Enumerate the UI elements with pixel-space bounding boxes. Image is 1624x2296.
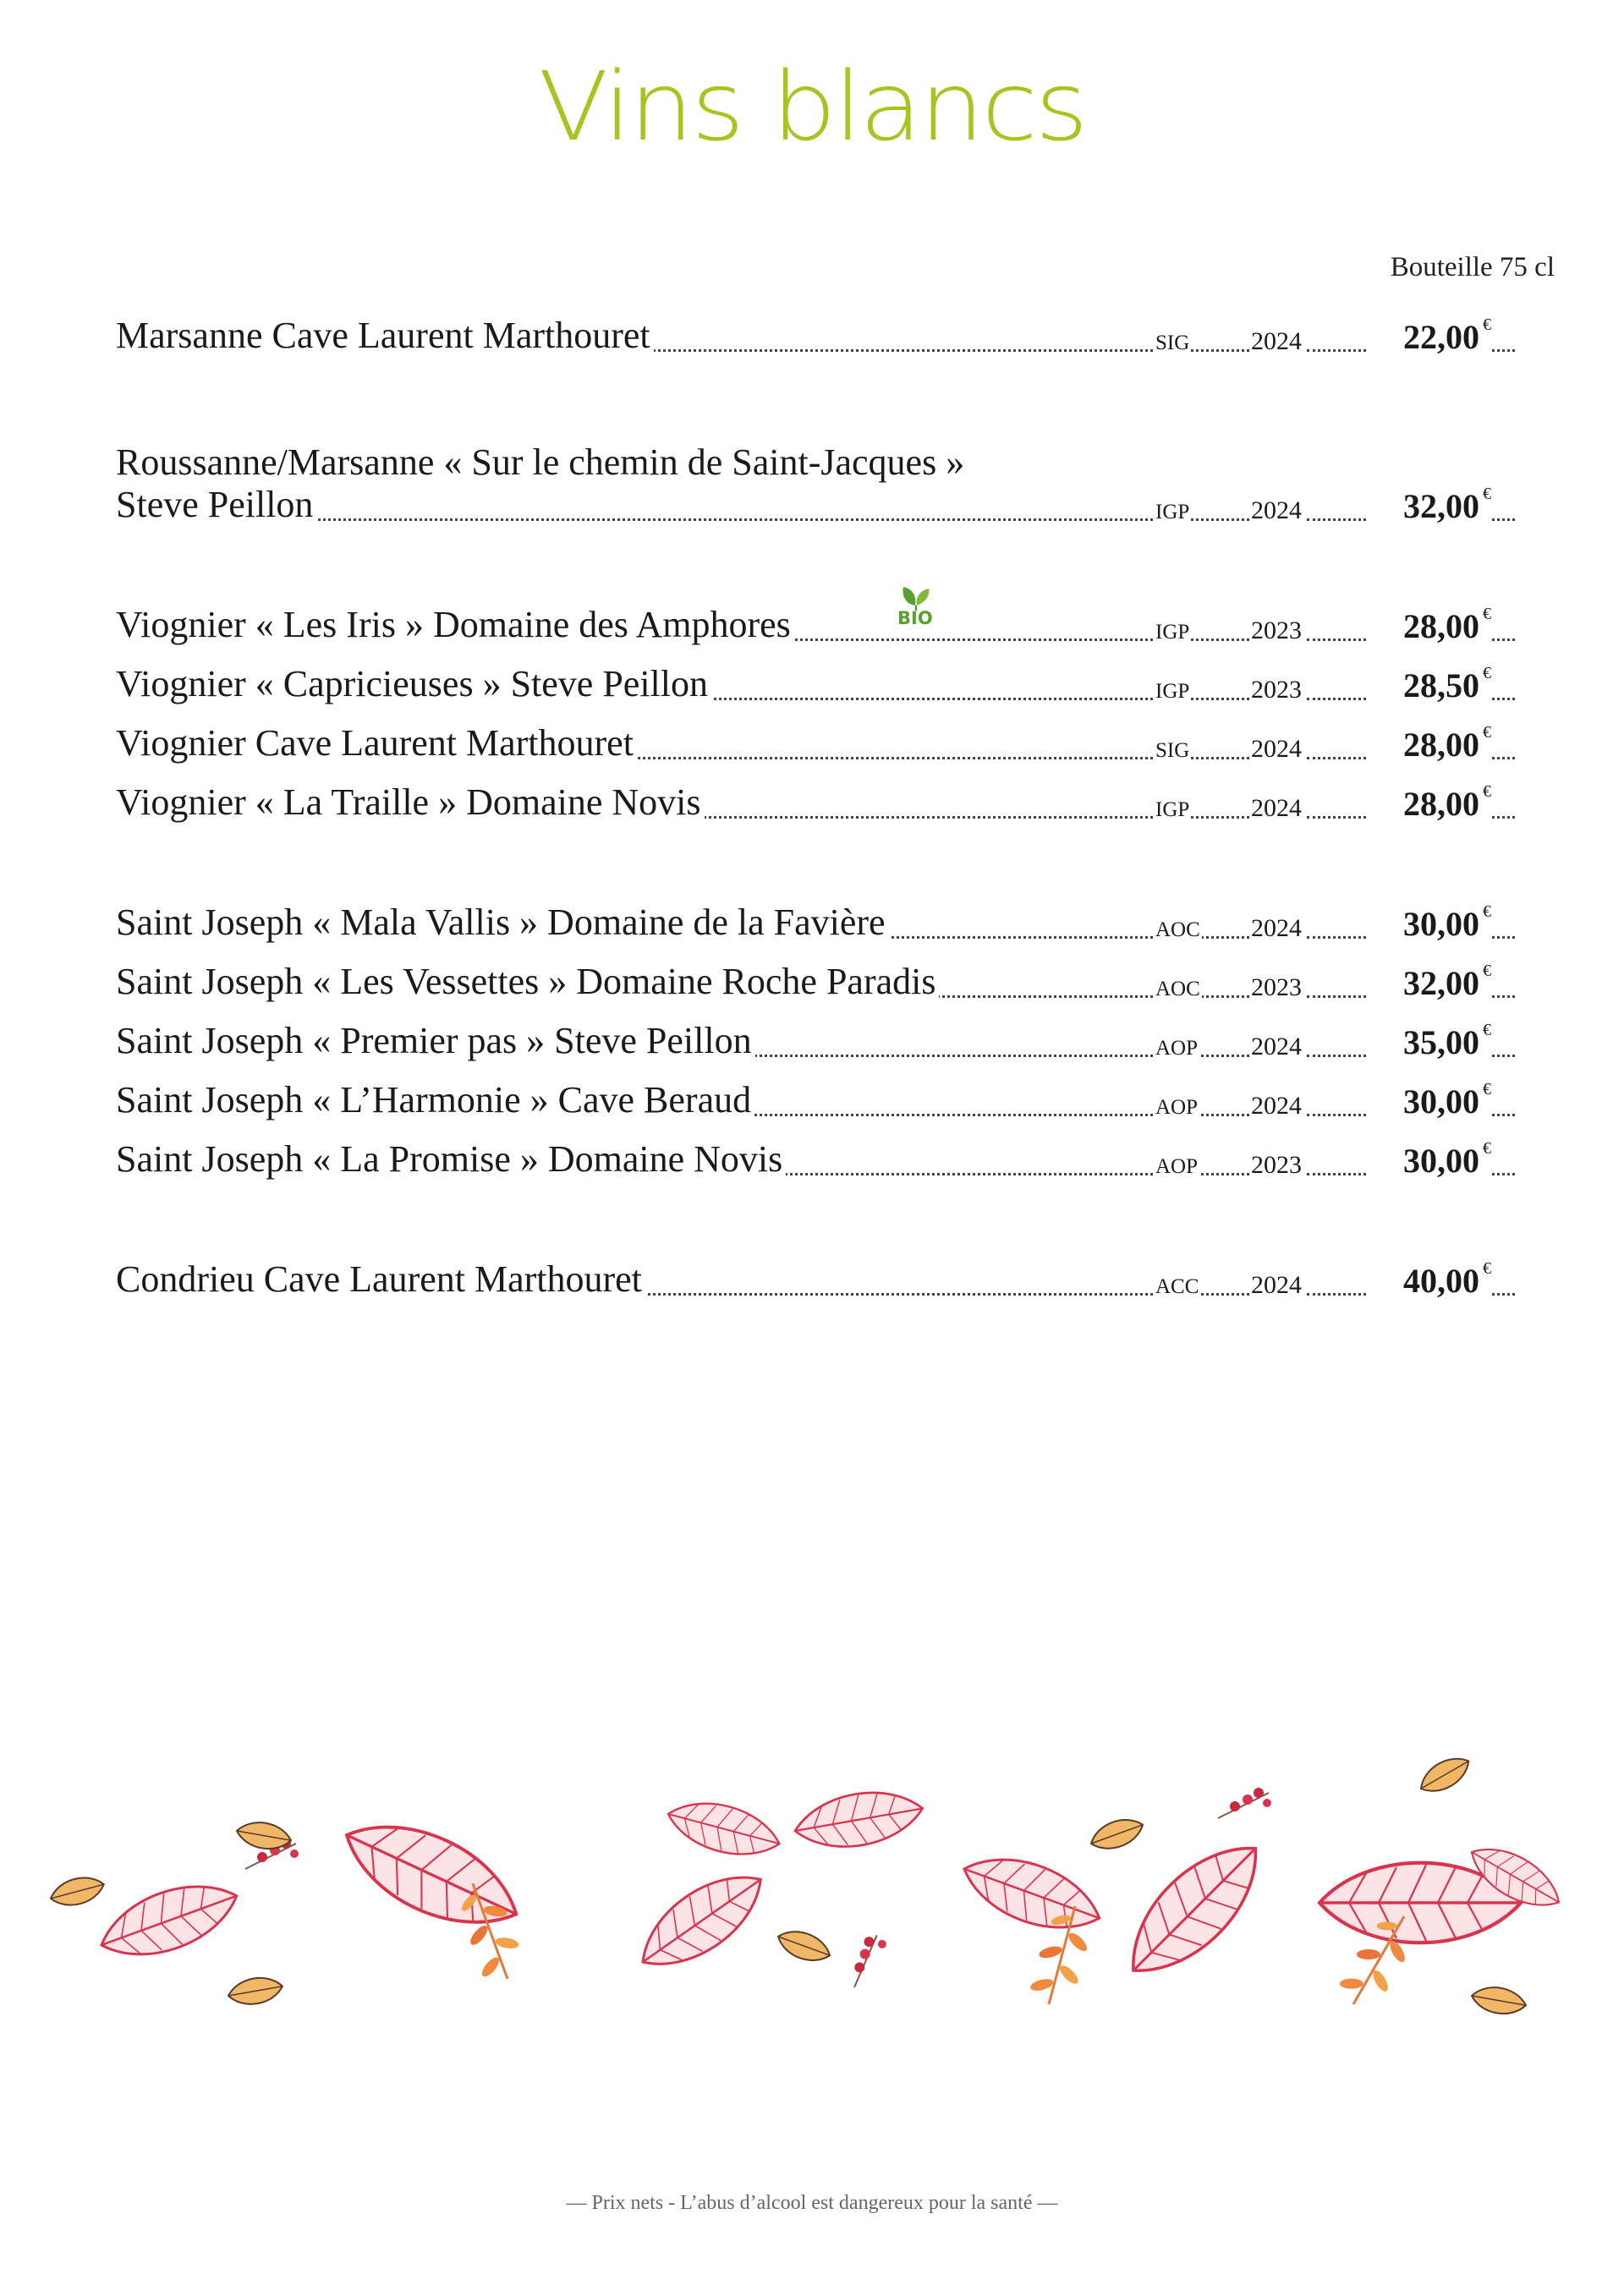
wine-price: 30,00 € bbox=[1403, 1080, 1491, 1121]
wine-row bbox=[116, 780, 1503, 830]
dot-leader bbox=[1307, 816, 1366, 819]
wine-vintage: 2024 bbox=[1251, 496, 1302, 524]
euro-symbol: € bbox=[1483, 605, 1491, 623]
wine-name: Viognier « Les Iris » Domaine des Amphores bbox=[116, 603, 794, 646]
wine-price: 32,00 € bbox=[1403, 962, 1491, 1002]
wine-row bbox=[116, 313, 1503, 364]
wine-vintage: 2023 bbox=[1251, 1151, 1302, 1179]
wine-row bbox=[116, 661, 1503, 712]
wine-vintage: 2024 bbox=[1251, 794, 1302, 822]
wine-price: 32,00 € bbox=[1403, 485, 1491, 525]
wine-appellation: AOP bbox=[1155, 1096, 1199, 1119]
wine-price: 35,00 € bbox=[1403, 1021, 1491, 1061]
wine-price: 40,00 € bbox=[1403, 1259, 1491, 1300]
euro-symbol: € bbox=[1483, 902, 1491, 921]
dot-leader bbox=[1307, 936, 1366, 939]
wine-name: Viognier « Capricieuses » Steve Peillon bbox=[116, 662, 711, 705]
dot-leader bbox=[1307, 698, 1366, 700]
wine-vintage: 2024 bbox=[1251, 914, 1302, 942]
wine-name: Saint Joseph « Les Vessettes » Domaine Roche Paradis bbox=[116, 960, 939, 1003]
bio-leaf-icon bbox=[897, 584, 935, 634]
wine-price: 22,00 € bbox=[1403, 315, 1491, 356]
wine-vintage: 2024 bbox=[1251, 1092, 1302, 1120]
wine-vintage: 2024 bbox=[1251, 735, 1302, 763]
wine-row bbox=[116, 1077, 1503, 1128]
bottle-size-header: Bouteille 75 cl bbox=[1390, 252, 1555, 282]
wine-vintage: 2024 bbox=[1251, 1271, 1302, 1299]
wine-name: Saint Joseph « L’Harmonie » Cave Beraud bbox=[116, 1078, 754, 1121]
wine-appellation: AOC bbox=[1155, 918, 1200, 941]
euro-symbol: € bbox=[1483, 485, 1491, 503]
bio-label: BIO bbox=[897, 608, 933, 628]
wine-appellation: IGP bbox=[1155, 798, 1190, 821]
wine-vintage: 2024 bbox=[1251, 327, 1302, 355]
euro-symbol: € bbox=[1483, 962, 1491, 980]
wine-name: Saint Joseph « La Promise » Domaine Novis bbox=[116, 1137, 786, 1181]
wine-row bbox=[116, 441, 1503, 533]
dot-leader bbox=[1307, 518, 1366, 521]
wine-appellation: SIG bbox=[1155, 739, 1190, 762]
wine-appellation: AOP bbox=[1155, 1037, 1199, 1060]
dot-leader bbox=[1307, 1293, 1366, 1296]
euro-symbol: € bbox=[1483, 1021, 1491, 1039]
page-title: Vins blancs bbox=[538, 52, 1086, 162]
wine-name: Saint Joseph « Premier pas » Steve Peillon bbox=[116, 1019, 755, 1062]
wine-name: Steve Peillon bbox=[116, 483, 316, 526]
dot-leader bbox=[1307, 1114, 1366, 1116]
euro-symbol: € bbox=[1483, 1080, 1491, 1099]
wine-name: Saint Joseph « Mala Vallis » Domaine de la Favière bbox=[116, 901, 889, 944]
dot-leader bbox=[1307, 995, 1366, 998]
wine-vintage: 2023 bbox=[1251, 973, 1302, 1001]
wine-row bbox=[116, 1018, 1503, 1069]
wine-row bbox=[116, 602, 1503, 653]
wine-appellation: SIG bbox=[1155, 332, 1190, 354]
dot-leader bbox=[150, 518, 1266, 521]
wine-row bbox=[116, 721, 1503, 771]
wine-vintage: 2023 bbox=[1251, 676, 1302, 704]
wine-appellation: ACC bbox=[1155, 1275, 1199, 1298]
wine-price: 30,00 € bbox=[1403, 1139, 1491, 1180]
wine-name: Viognier « La Traille » Domaine Novis bbox=[116, 781, 705, 824]
wine-row bbox=[116, 900, 1503, 951]
dot-leader bbox=[1307, 638, 1366, 641]
wine-name-line1: Roussanne/Marsanne « Sur le chemin de Saint-Jacques » bbox=[116, 441, 965, 483]
wine-appellation: AOP bbox=[1155, 1155, 1199, 1178]
wine-price: 28,00 € bbox=[1403, 605, 1491, 645]
wine-price: 30,00 € bbox=[1403, 902, 1491, 943]
wine-name: Viognier Cave Laurent Marthouret bbox=[116, 721, 637, 764]
wine-price: 28,00 € bbox=[1403, 782, 1491, 823]
wine-row bbox=[116, 1257, 1503, 1307]
wine-price: 28,00 € bbox=[1403, 723, 1491, 764]
wine-vintage: 2023 bbox=[1251, 616, 1302, 644]
wine-appellation: AOC bbox=[1155, 978, 1200, 1000]
wine-appellation: IGP bbox=[1155, 501, 1190, 523]
wine-appellation: IGP bbox=[1155, 621, 1190, 644]
euro-symbol: € bbox=[1483, 782, 1491, 801]
wine-row bbox=[116, 959, 1503, 1010]
euro-symbol: € bbox=[1483, 315, 1491, 334]
autumn-leaves-illustration bbox=[34, 1751, 1590, 2030]
wine-name: Marsanne Cave Laurent Marthouret bbox=[116, 314, 654, 357]
dot-leader bbox=[1307, 349, 1366, 352]
wine-appellation: IGP bbox=[1155, 680, 1190, 703]
euro-symbol: € bbox=[1483, 1259, 1491, 1278]
dot-leader bbox=[1307, 757, 1366, 759]
euro-symbol: € bbox=[1483, 1139, 1491, 1158]
dot-leader bbox=[1307, 1173, 1366, 1175]
wine-name: Condrieu Cave Laurent Marthouret bbox=[116, 1258, 645, 1301]
euro-symbol: € bbox=[1483, 723, 1491, 742]
footer-note: — Prix nets - L’abus d’alcool est dangereux pour la santé — bbox=[566, 2192, 1058, 2214]
euro-symbol: € bbox=[1483, 664, 1491, 682]
wine-vintage: 2024 bbox=[1251, 1033, 1302, 1060]
dot-leader bbox=[1307, 1055, 1366, 1057]
wine-price: 28,50 € bbox=[1403, 664, 1491, 704]
wine-row bbox=[116, 1137, 1503, 1187]
